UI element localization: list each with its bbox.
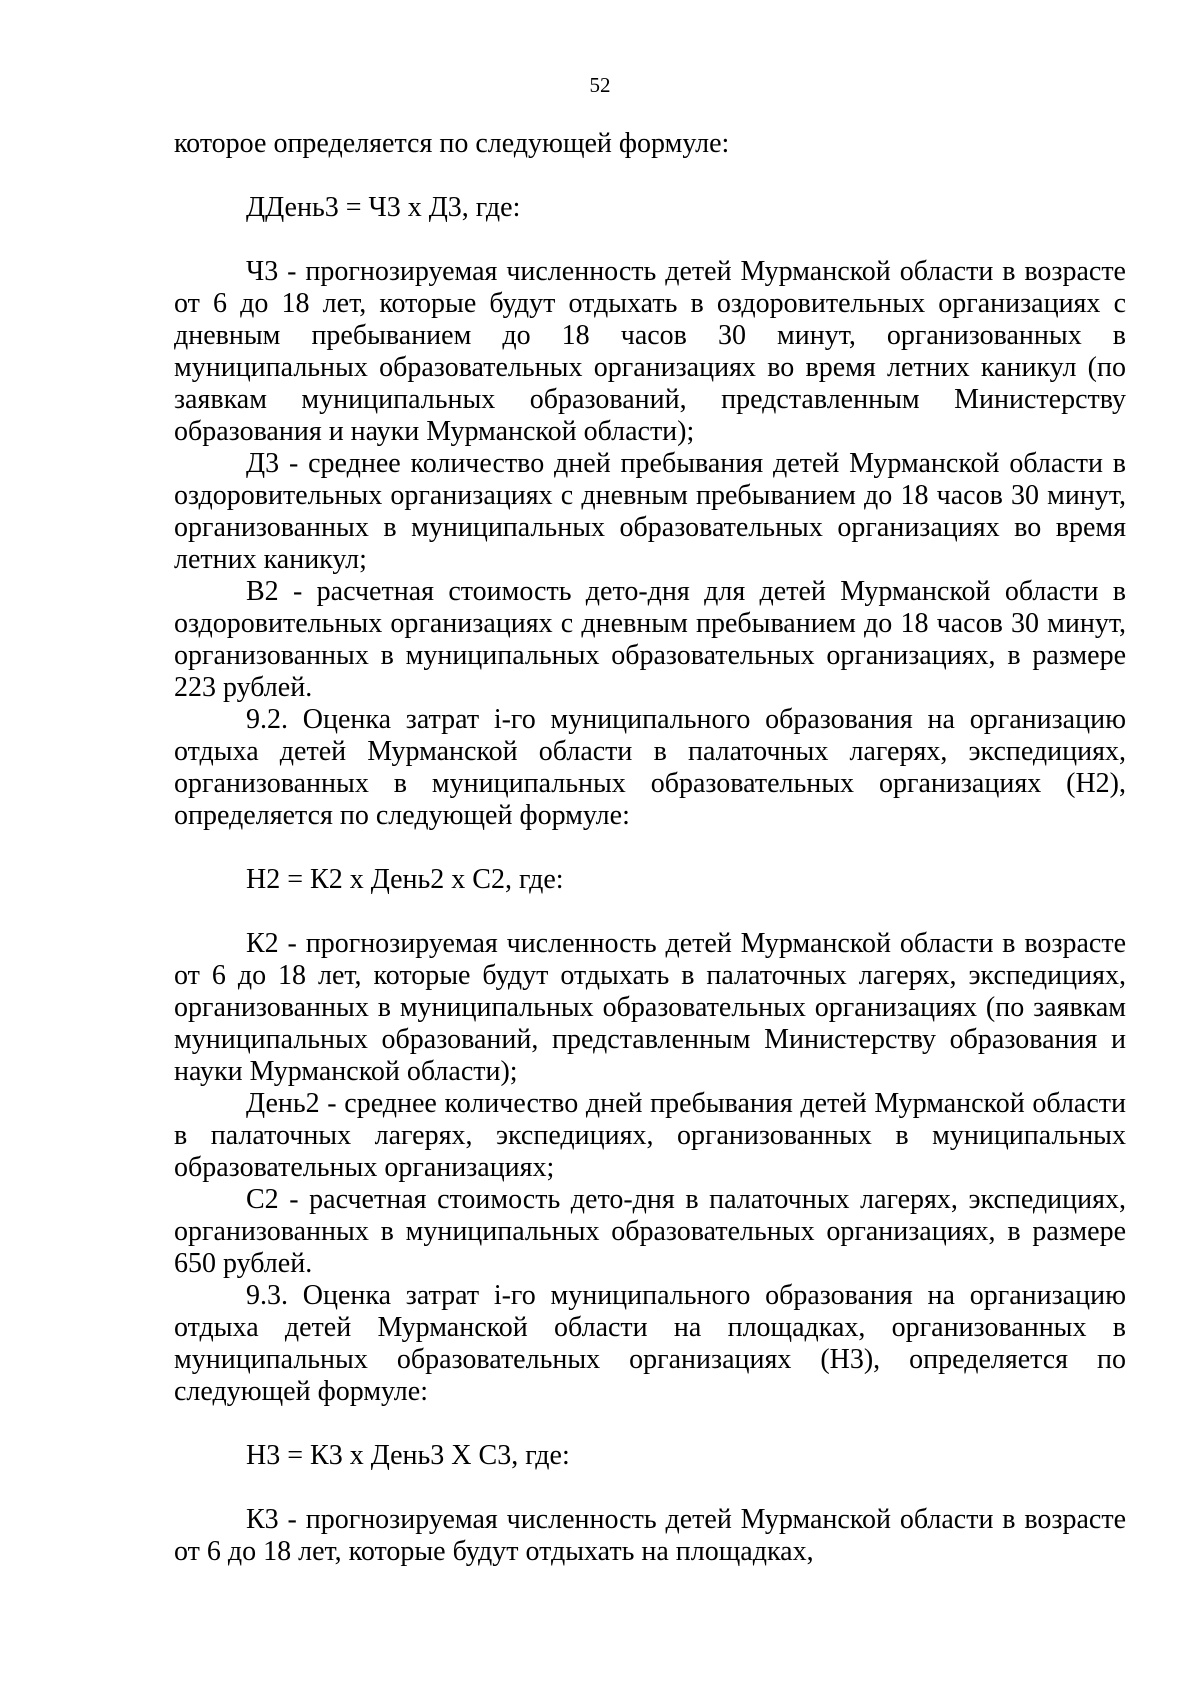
paragraph-den2-definition: День2 - среднее количество дней пребывания детей Мурманской области в палаточных лагерях, экспедициях, организованных в муниципальных образовательных организациях; (174, 1088, 1126, 1183)
paragraph-d3-definition: Д3 - среднее количество дней пребывания детей Мурманской области в оздоровительных организациях с дневным пребыванием до 18 часов 30 минут, организованных в муниципальных образовательных организациях во время летних каникул; (174, 448, 1126, 575)
paragraph-ch3-definition: Ч3 - прогнозируемая численность детей Мурманской области в возрасте от 6 до 18 лет, которые будут отдыхать в оздоровительных организациях с дневным пребыванием до 18 часов 30 минут, организованных в муниципальных образовательных организациях во время летних каникул (по заявкам муниципальных образований, представленным Министерству образования и науки Мурманской области); (174, 256, 1126, 447)
document-body (174, 128, 1126, 1568)
paragraph-section-9-2: 9.2. Оценка затрат i-го муниципального образования на организацию отдыха детей Мурманской области в палаточных лагерях, экспедициях, организованных в муниципальных образовательных организациях (Н2), определяется по следующей формуле: (174, 704, 1126, 831)
paragraph-section-9-3: 9.3. Оценка затрат i-го муниципального образования на организацию отдыха детей Мурманской области на площадках, организованных в муниципальных образовательных организациях (Н3), определяется по следующей формуле: (174, 1280, 1126, 1407)
formula-dden3: ДДень3 = Ч3 х Д3, где: (246, 192, 521, 223)
formula-n2: Н2 = К2 х День2 х С2, где: (246, 864, 564, 895)
paragraph-formula-intro: которое определяется по следующей формуле: (174, 128, 730, 159)
paragraph-c2-definition: С2 - расчетная стоимость дето-дня в палаточных лагерях, экспедициях, организованных в муниципальных образовательных организациях, в размере 650 рублей. (174, 1184, 1126, 1279)
paragraph-k3-definition: К3 - прогнозируемая численность детей Мурманской области в возрасте от 6 до 18 лет, которые будут отдыхать на площадках, (174, 1504, 1126, 1567)
formula-n3: Н3 = К3 х День3 Х С3, где: (246, 1440, 570, 1471)
paragraph-k2-definition: К2 - прогнозируемая численность детей Мурманской области в возрасте от 6 до 18 лет, которые будут отдыхать в палаточных лагерях, экспедициях, организованных в муниципальных образовательных организациях (по заявкам муниципальных образований, представленным Министерству образования и науки Мурманской области); (174, 928, 1126, 1087)
page-number: 52 (589, 73, 611, 97)
paragraph-v2-definition: В2 - расчетная стоимость дето-дня для детей Мурманской области в оздоровительных организациях с дневным пребыванием до 18 часов 30 минут, организованных в муниципальных образовательных организациях, в размере 223 рублей. (174, 576, 1126, 703)
